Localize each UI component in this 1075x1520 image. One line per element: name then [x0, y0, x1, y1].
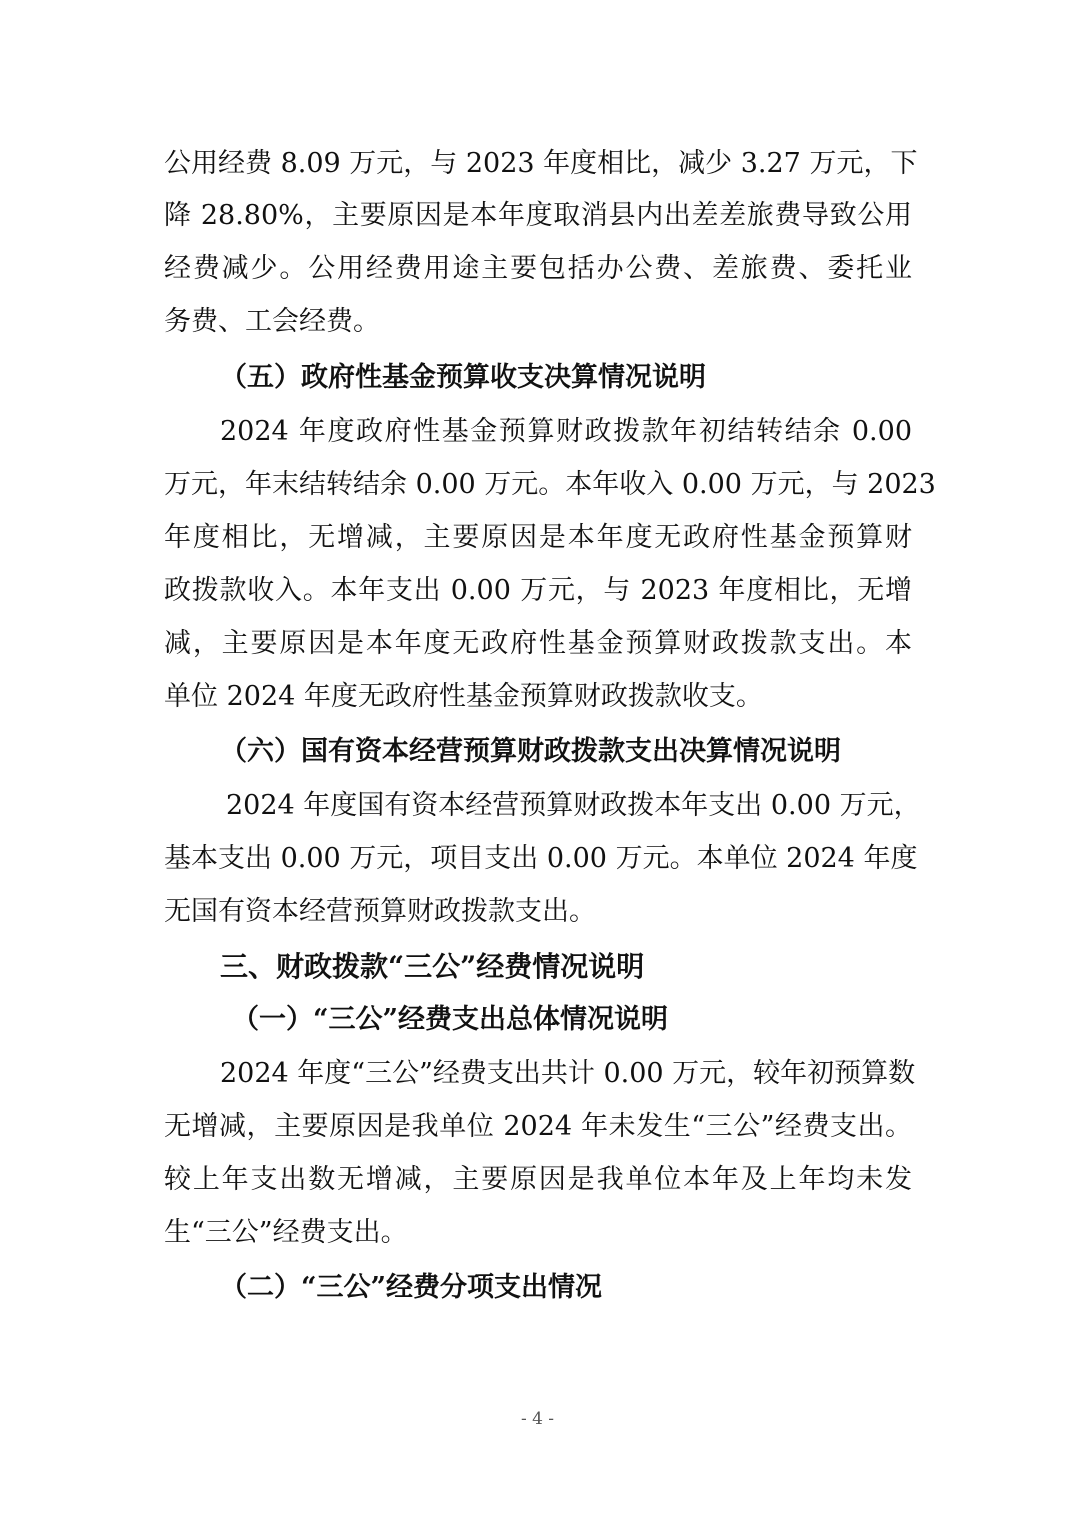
body-line: 较上年支出数无增减，主要原因是我单位本年及上年均未发	[164, 1164, 912, 1195]
body-line: 生“三公”经费支出。	[164, 1217, 408, 1248]
section-heading-3-2: （二）“三公”经费分项支出情况	[220, 1272, 603, 1303]
section-heading-3-1: （一）“三公”经费支出总体情况说明	[232, 1004, 669, 1035]
body-line: 务费、工会经费。	[164, 306, 380, 337]
body-line: 单位 2024 年度无政府性基金预算财政拨款收支。	[164, 681, 763, 712]
body-line: 无增减，主要原因是我单位 2024 年未发生“三公”经费支出。	[164, 1111, 912, 1142]
body-line: 万元，年末结转结余 0.00 万元。本年收入 0.00 万元，与 2023	[164, 469, 936, 500]
body-line: 政拨款收入。本年支出 0.00 万元，与 2023 年度相比，无增	[164, 575, 912, 606]
section-heading-6: （六）国有资本经营预算财政拨款支出决算情况说明	[220, 736, 841, 767]
body-line: 基本支出 0.00 万元，项目支出 0.00 万元。本单位 2024 年度	[164, 843, 918, 874]
body-line: 年度相比，无增减，主要原因是本年度无政府性基金预算财	[164, 522, 912, 553]
chapter-heading-3: 三、财政拨款“三公”经费情况说明	[220, 950, 645, 983]
body-line: 无国有资本经营预算财政拨款支出。	[164, 896, 596, 927]
body-line: 经费减少。公用经费用途主要包括办公费、差旅费、委托业	[164, 253, 912, 284]
body-line: 减，主要原因是本年度无政府性基金预算财政拨款支出。本	[164, 628, 912, 659]
body-line: 降 28.80%，主要原因是本年度取消县内出差差旅费导致公用	[164, 200, 912, 231]
body-line: 2024 年度政府性基金预算财政拨款年初结转结余 0.00	[220, 416, 912, 447]
body-line: 2024 年度“三公”经费支出共计 0.00 万元，较年初预算数	[220, 1058, 916, 1089]
body-line: 2024 年度国有资本经营预算财政拨本年支出 0.00 万元，	[226, 790, 921, 821]
section-heading-5: （五）政府性基金预算收支决算情况说明	[220, 362, 706, 393]
body-line: 公用经费 8.09 万元，与 2023 年度相比，减少 3.27 万元，下	[164, 148, 918, 179]
page-number: - 4 -	[520, 1409, 555, 1429]
